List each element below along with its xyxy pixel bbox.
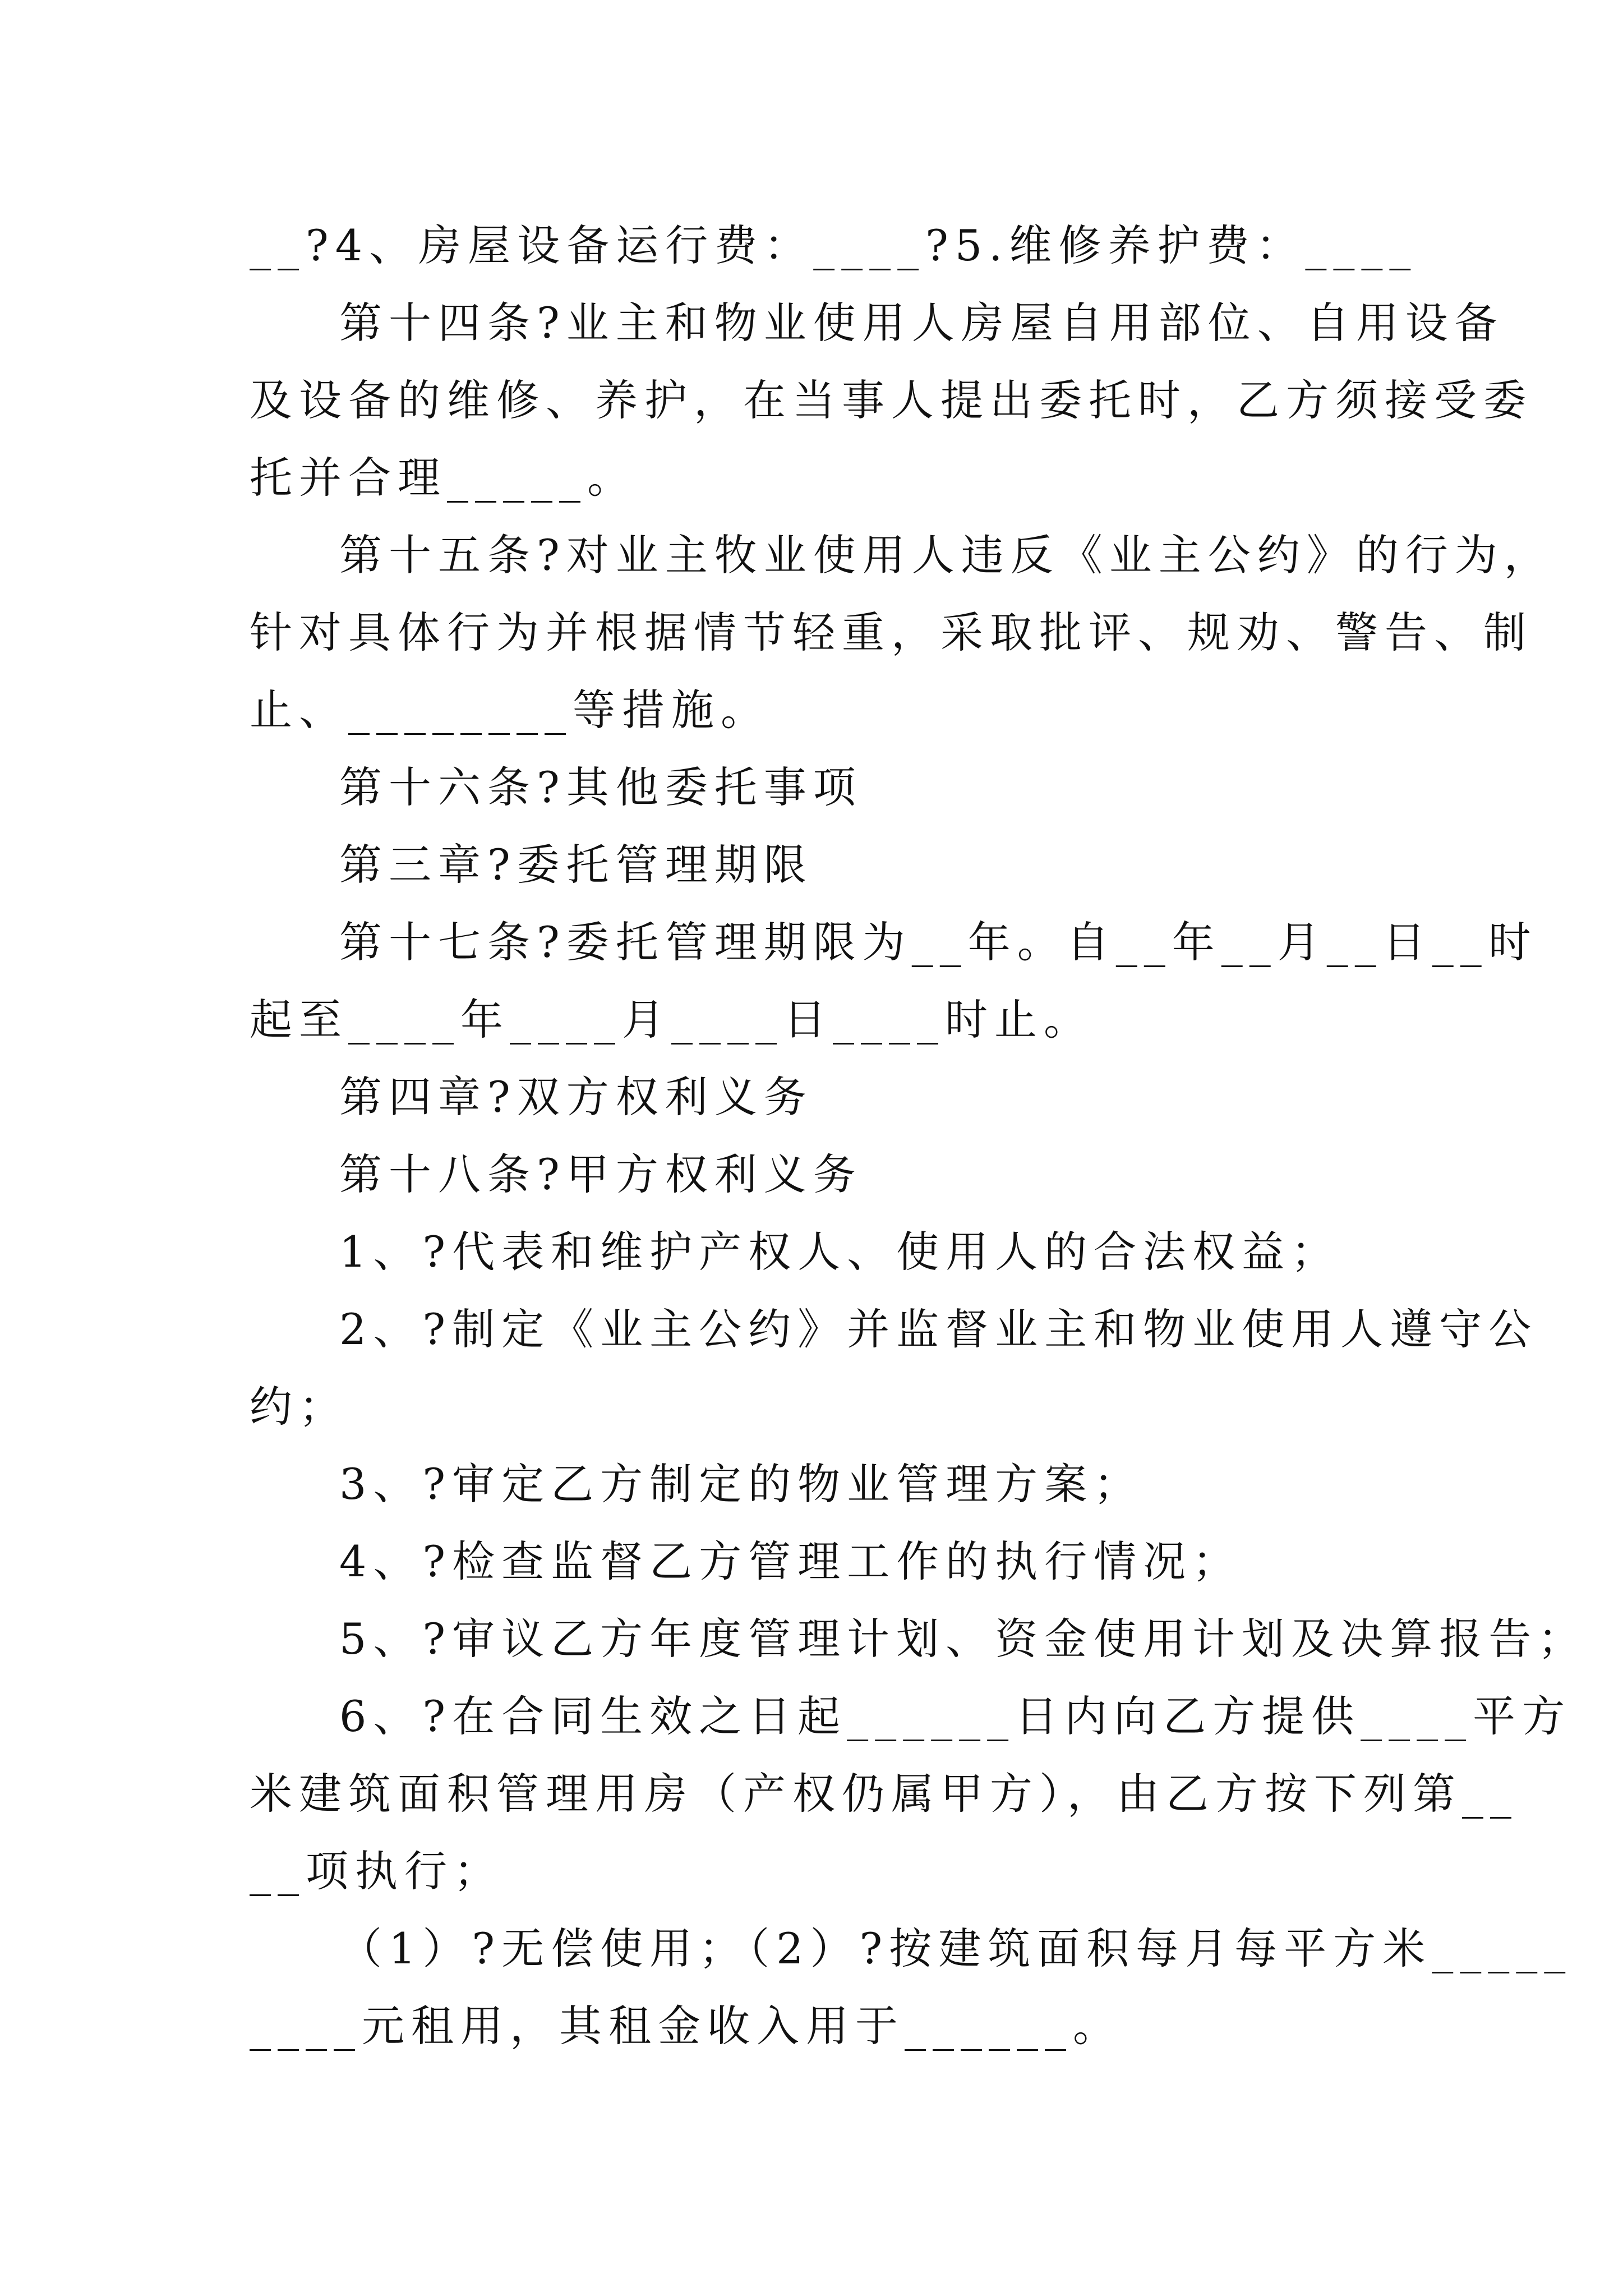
text-line-18: 4、?检查监督乙方管理工作的执行情况； xyxy=(339,1536,1242,1586)
text-line-23: （1）?无偿使用；（2）?按建筑面积每月每平方米_____ xyxy=(339,1924,1573,1973)
text-line-11: 起至____年____月____日____时止。 xyxy=(250,995,1093,1045)
text-line-17: 3、?审定乙方制定的物业管理方案； xyxy=(339,1459,1144,1509)
text-line-4: 托并合理_____。 xyxy=(250,453,637,503)
text-line-8: 第十六条?其他委托事项 xyxy=(339,762,863,812)
text-line-13: 第十八条?甲方权利义务 xyxy=(339,1149,863,1199)
text-line-14: 1、?代表和维护产权人、使用人的合法权益； xyxy=(339,1227,1341,1277)
text-line-5: 第十五条?对业主牧业使用人违反《业主公约》的行为， xyxy=(339,530,1553,580)
text-line-21: 米建筑面积管理用房（产权仍属甲方），由乙方按下列第__ xyxy=(250,1769,1518,1819)
text-line-2: 第十四条?业主和物业使用人房屋自用部位、自用设备 xyxy=(339,298,1504,348)
text-line-20: 6、?在合同生效之日起______日内向乙方提供____平方 xyxy=(339,1691,1572,1741)
text-line-10: 第十七条?委托管理期限为__年。自__年__月__日__时 xyxy=(339,917,1538,967)
text-line-15: 2、?制定《业主公约》并监督业主和物业使用人遵守公 xyxy=(339,1304,1538,1354)
text-line-1: __?4、房屋设备运行费：____?5.维修养护费：____ xyxy=(250,220,1418,270)
text-line-24: ____元租用，其租金收入用于______。 xyxy=(250,2001,1122,2051)
text-line-3: 及设备的维修、养护，在当事人提出委托时，乙方须接受委 xyxy=(250,375,1533,425)
text-line-16: 约； xyxy=(250,1382,348,1432)
text-line-9: 第三章?委托管理期限 xyxy=(339,840,813,890)
text-line-12: 第四章?双方权利义务 xyxy=(339,1072,813,1122)
text-line-7: 止、________等措施。 xyxy=(250,685,770,735)
text-line-22: __项执行； xyxy=(250,1846,503,1896)
text-line-19: 5、?审议乙方年度管理计划、资金使用计划及决算报告； xyxy=(339,1614,1588,1664)
text-line-6: 针对具体行为并根据情节轻重，采取批评、规劝、警告、制 xyxy=(250,608,1533,657)
